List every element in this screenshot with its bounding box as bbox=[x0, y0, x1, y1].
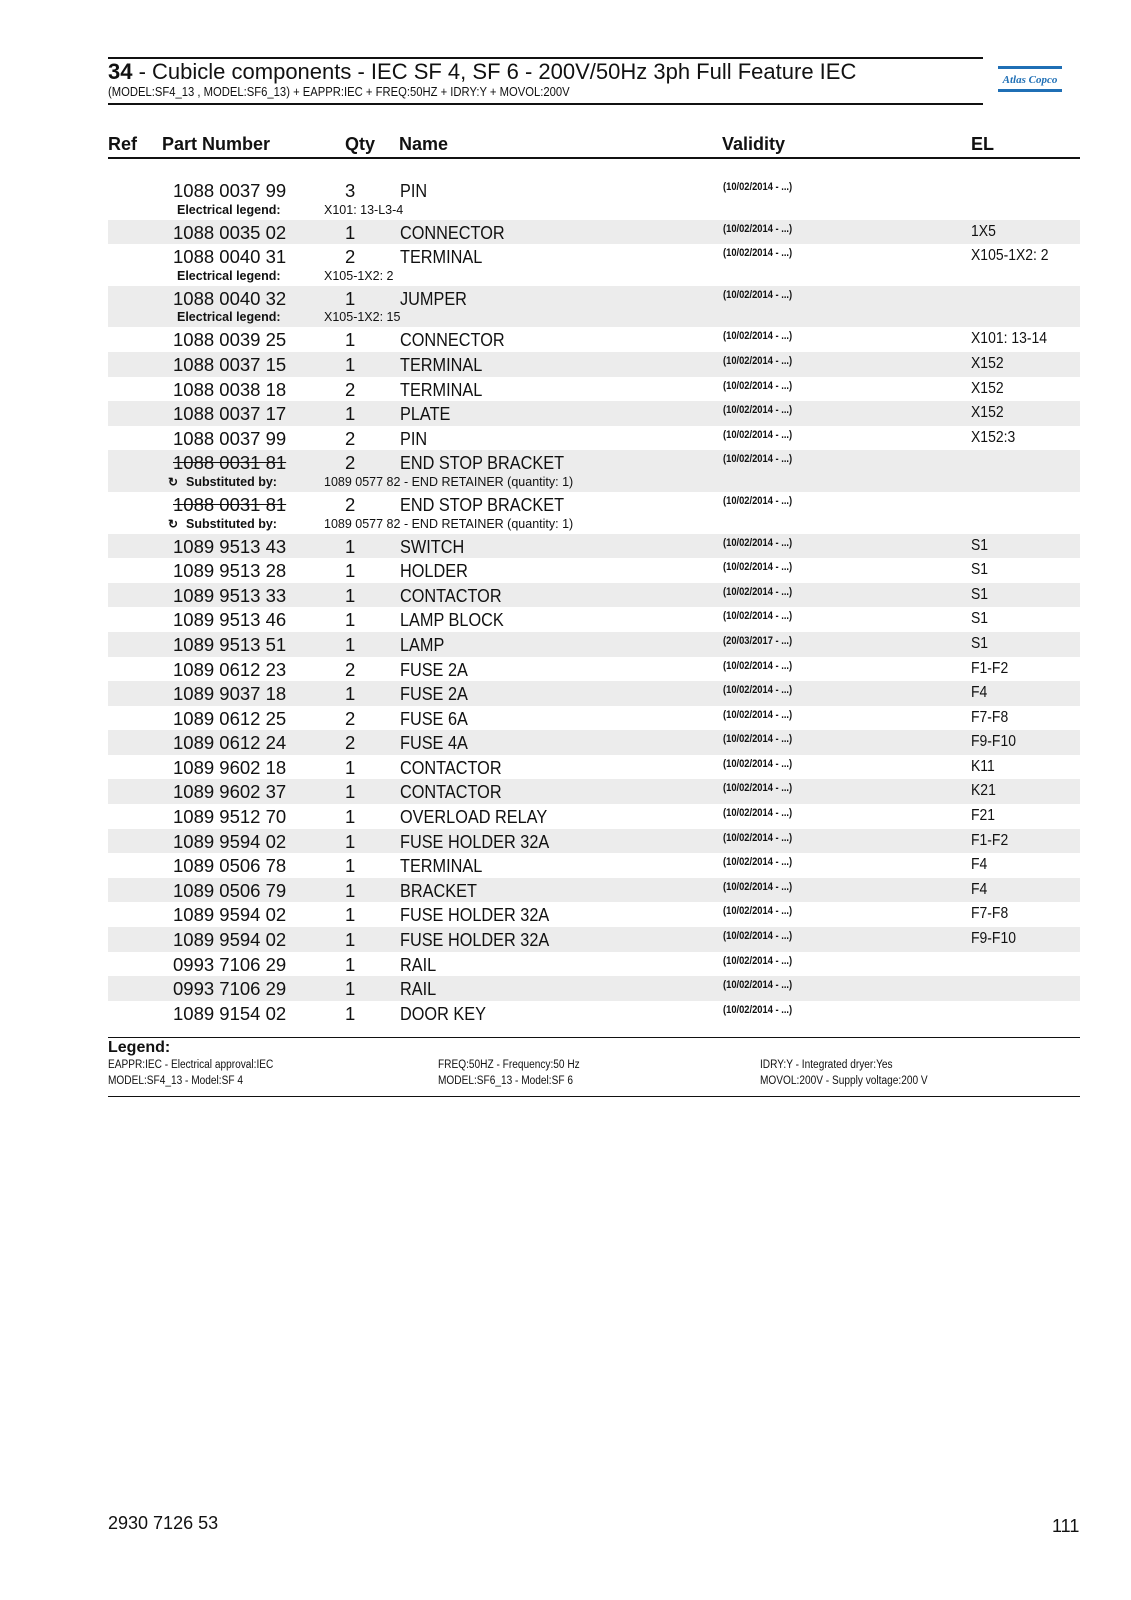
validity: (10/02/2014 - ...) bbox=[723, 585, 793, 598]
part-number: 1089 9602 18 bbox=[173, 756, 287, 778]
quantity: 1 bbox=[345, 830, 356, 852]
part-number: 1089 0612 24 bbox=[173, 732, 287, 754]
part-name: FUSE HOLDER 32A bbox=[400, 904, 550, 926]
row-main bbox=[108, 706, 1080, 731]
part-name: HOLDER bbox=[400, 560, 468, 582]
part-number: 1089 9594 02 bbox=[173, 929, 287, 951]
legend-item: FREQ:50HZ - Frequency:50 Hz bbox=[438, 1059, 580, 1071]
table-row bbox=[108, 681, 1080, 706]
legend-item: MOVOL:200V - Supply voltage:200 V bbox=[760, 1075, 928, 1087]
quantity: 2 bbox=[345, 658, 356, 680]
table-row bbox=[108, 976, 1080, 1001]
row-note bbox=[108, 203, 1080, 220]
part-name: RAIL bbox=[400, 953, 437, 975]
row-main bbox=[108, 286, 1080, 311]
electrical-ref: F4 bbox=[971, 684, 988, 702]
part-number: 1089 9513 51 bbox=[173, 633, 287, 655]
electrical-ref: F9-F10 bbox=[971, 930, 1016, 948]
part-name: END STOP BRACKET bbox=[400, 493, 565, 515]
part-number: 1088 0037 15 bbox=[173, 353, 287, 375]
substitute-icon: ↻ bbox=[168, 474, 179, 489]
table-row bbox=[108, 178, 1080, 220]
part-name: END STOP BRACKET bbox=[400, 452, 565, 474]
table-row bbox=[108, 583, 1080, 608]
part-number: 1088 0037 17 bbox=[173, 403, 287, 425]
table-row bbox=[108, 779, 1080, 804]
part-number: 1088 0031 81 bbox=[173, 452, 287, 474]
validity: (10/02/2014 - ...) bbox=[723, 288, 793, 301]
quantity: 1 bbox=[345, 781, 356, 803]
validity: (10/02/2014 - ...) bbox=[723, 536, 793, 549]
row-note bbox=[108, 310, 1080, 327]
note-text: X105-1X2: 2 bbox=[324, 268, 394, 283]
validity: (10/02/2014 - ...) bbox=[723, 404, 793, 417]
part-name: FUSE 6A bbox=[400, 707, 468, 729]
quantity: 1 bbox=[345, 403, 356, 425]
row-main bbox=[108, 426, 1080, 451]
part-number: 1089 9602 37 bbox=[173, 781, 287, 803]
table-row bbox=[108, 878, 1080, 903]
note-label: Electrical legend: bbox=[177, 202, 281, 217]
col-ref: Ref bbox=[108, 134, 138, 154]
legend-item: MODEL:SF4_13 - Model:SF 4 bbox=[108, 1075, 243, 1087]
electrical-ref: K11 bbox=[971, 757, 995, 775]
row-main bbox=[108, 878, 1080, 903]
document-number: 2930 7126 53 bbox=[108, 1513, 219, 1533]
part-number: 1088 0039 25 bbox=[173, 329, 287, 351]
part-name: SWITCH bbox=[400, 535, 465, 557]
row-main bbox=[108, 534, 1080, 559]
validity: (10/02/2014 - ...) bbox=[723, 494, 793, 507]
part-number: 1088 0035 02 bbox=[173, 221, 287, 243]
atlas-copco-logo bbox=[998, 62, 1062, 96]
quantity: 1 bbox=[345, 221, 356, 243]
part-name: PLATE bbox=[400, 403, 451, 425]
table-header bbox=[108, 131, 1080, 159]
part-name: FUSE 2A bbox=[400, 683, 468, 705]
row-main bbox=[108, 178, 1080, 203]
legend-item: IDRY:Y - Integrated dryer:Yes bbox=[760, 1059, 893, 1071]
quantity: 1 bbox=[345, 904, 356, 926]
part-name: TERMINAL bbox=[400, 855, 483, 877]
table-row bbox=[108, 804, 1080, 829]
part-number: 1089 0612 25 bbox=[173, 707, 287, 729]
row-main bbox=[108, 730, 1080, 755]
part-number: 1089 0612 23 bbox=[173, 658, 287, 680]
quantity: 2 bbox=[345, 707, 356, 729]
validity: (10/02/2014 - ...) bbox=[723, 610, 793, 623]
section-title: - Cubicle components - IEC SF 4, SF 6 - 200V/50Hz 3ph Full Feature IEC bbox=[132, 59, 857, 84]
part-number: 1089 9513 28 bbox=[173, 560, 287, 582]
part-name: CONNECTOR bbox=[400, 221, 505, 243]
part-name: RAIL bbox=[400, 978, 437, 1000]
col-part-number: Part Number bbox=[162, 134, 271, 154]
part-number: 1089 0506 78 bbox=[173, 855, 287, 877]
note-label: Electrical legend: bbox=[177, 310, 281, 325]
row-main bbox=[108, 632, 1080, 657]
part-number: 1089 9513 46 bbox=[173, 609, 287, 631]
validity: (20/03/2017 - ...) bbox=[723, 634, 793, 647]
legend-item: EAPPR:IEC - Electrical approval:IEC bbox=[108, 1059, 274, 1071]
electrical-ref: F21 bbox=[971, 807, 996, 825]
electrical-ref: F4 bbox=[971, 880, 988, 898]
validity: (10/02/2014 - ...) bbox=[723, 757, 793, 770]
table-row bbox=[108, 558, 1080, 583]
electrical-ref: K21 bbox=[971, 782, 996, 800]
electrical-ref: F7-F8 bbox=[971, 708, 1009, 726]
logo-text: Atlas Copco bbox=[1002, 74, 1058, 86]
table-row bbox=[108, 730, 1080, 755]
table-row bbox=[108, 706, 1080, 731]
page-title bbox=[108, 59, 983, 85]
table-row bbox=[108, 632, 1080, 657]
parts-table bbox=[108, 178, 1080, 1025]
section-number: 34 bbox=[108, 59, 133, 84]
table-row bbox=[108, 426, 1080, 451]
legend bbox=[108, 1037, 1080, 1097]
row-main bbox=[108, 681, 1080, 706]
table-row bbox=[108, 286, 1080, 328]
validity: (10/02/2014 - ...) bbox=[723, 807, 793, 820]
row-main bbox=[108, 1001, 1080, 1026]
validity: (10/02/2014 - ...) bbox=[723, 880, 793, 893]
quantity: 2 bbox=[345, 493, 356, 515]
electrical-ref: S1 bbox=[971, 610, 989, 628]
part-name: JUMPER bbox=[400, 287, 467, 309]
table-row bbox=[108, 927, 1080, 952]
quantity: 2 bbox=[345, 732, 356, 754]
row-main bbox=[108, 829, 1080, 854]
validity: (10/02/2014 - ...) bbox=[723, 954, 793, 967]
part-name: LAMP BLOCK bbox=[400, 609, 504, 631]
part-number: 1089 9594 02 bbox=[173, 904, 287, 926]
part-name: OVERLOAD RELAY bbox=[400, 806, 548, 828]
part-name: TERMINAL bbox=[400, 353, 483, 375]
validity: (10/02/2014 - ...) bbox=[723, 905, 793, 918]
row-main bbox=[108, 853, 1080, 878]
substitute-icon: ↻ bbox=[168, 516, 179, 531]
row-main bbox=[108, 352, 1080, 377]
quantity: 1 bbox=[345, 978, 356, 1000]
electrical-ref: S1 bbox=[971, 561, 989, 579]
table-row bbox=[108, 829, 1080, 854]
table-row bbox=[108, 244, 1080, 286]
table-row bbox=[108, 450, 1080, 492]
quantity: 1 bbox=[345, 287, 356, 309]
quantity: 1 bbox=[345, 1002, 356, 1024]
row-main bbox=[108, 927, 1080, 952]
part-number: 1089 9513 33 bbox=[173, 584, 287, 606]
validity: (10/02/2014 - ...) bbox=[723, 930, 793, 943]
part-name: TERMINAL bbox=[400, 246, 483, 268]
quantity: 1 bbox=[345, 535, 356, 557]
part-number: 1089 9594 02 bbox=[173, 830, 287, 852]
quantity: 1 bbox=[345, 329, 356, 351]
quantity: 2 bbox=[345, 452, 356, 474]
table-row bbox=[108, 607, 1080, 632]
electrical-ref: F4 bbox=[971, 856, 988, 874]
electrical-ref: X105-1X2: 2 bbox=[971, 247, 1049, 265]
row-note bbox=[108, 269, 1080, 286]
row-main bbox=[108, 755, 1080, 780]
row-main bbox=[108, 401, 1080, 426]
validity: (10/02/2014 - ...) bbox=[723, 453, 793, 466]
part-number: 1088 0037 99 bbox=[173, 180, 287, 201]
row-main bbox=[108, 804, 1080, 829]
col-name: Name bbox=[399, 134, 449, 154]
table-row bbox=[108, 352, 1080, 377]
electrical-ref: F9-F10 bbox=[971, 733, 1016, 751]
table-row bbox=[108, 1001, 1080, 1026]
part-number: 0993 7106 29 bbox=[173, 953, 287, 975]
page-subtitle: (MODEL:SF4_13 , MODEL:SF6_13) + EAPPR:IEC + FREQ:50HZ + IDRY:Y + MOVOL:200V bbox=[108, 85, 570, 99]
part-name: PIN bbox=[400, 427, 428, 449]
row-main bbox=[108, 952, 1080, 977]
electrical-ref: X152 bbox=[971, 354, 1004, 372]
validity: (10/02/2014 - ...) bbox=[723, 181, 793, 193]
part-name: CONTACTOR bbox=[400, 756, 502, 778]
validity: (10/02/2014 - ...) bbox=[723, 428, 793, 441]
part-name: FUSE HOLDER 32A bbox=[400, 929, 550, 951]
electrical-ref: X101: 13-14 bbox=[971, 330, 1048, 348]
part-name: BRACKET bbox=[400, 879, 477, 901]
row-main bbox=[108, 657, 1080, 682]
part-name: FUSE 4A bbox=[400, 732, 468, 754]
validity: (10/02/2014 - ...) bbox=[723, 222, 793, 235]
col-validity: Validity bbox=[722, 134, 786, 154]
quantity: 1 bbox=[345, 584, 356, 606]
table-row bbox=[108, 401, 1080, 426]
page-number: 111 bbox=[1052, 1516, 1080, 1536]
validity: (10/02/2014 - ...) bbox=[723, 659, 793, 672]
row-main bbox=[108, 558, 1080, 583]
part-number: 1089 0506 79 bbox=[173, 879, 287, 901]
table-row bbox=[108, 853, 1080, 878]
validity: (10/02/2014 - ...) bbox=[723, 856, 793, 869]
part-number: 1088 0037 99 bbox=[173, 427, 287, 449]
quantity: 1 bbox=[345, 560, 356, 582]
electrical-ref: S1 bbox=[971, 585, 989, 603]
electrical-ref: S1 bbox=[971, 634, 989, 652]
part-name: FUSE 2A bbox=[400, 658, 468, 680]
electrical-ref: X152 bbox=[971, 404, 1004, 422]
quantity: 1 bbox=[345, 879, 356, 901]
table-row bbox=[108, 657, 1080, 682]
electrical-ref: 1X5 bbox=[971, 222, 996, 240]
validity: (10/02/2014 - ...) bbox=[723, 708, 793, 721]
table-row bbox=[108, 220, 1080, 245]
table-row bbox=[108, 534, 1080, 559]
row-main bbox=[108, 377, 1080, 402]
legend-grid bbox=[108, 1059, 1080, 1093]
validity: (10/02/2014 - ...) bbox=[723, 684, 793, 697]
quantity: 1 bbox=[345, 806, 356, 828]
quantity: 1 bbox=[345, 756, 356, 778]
row-note bbox=[108, 475, 1080, 492]
part-name: CONTACTOR bbox=[400, 584, 502, 606]
validity: (10/02/2014 - ...) bbox=[723, 733, 793, 746]
page-header bbox=[108, 57, 983, 105]
quantity: 1 bbox=[345, 855, 356, 877]
part-name: LAMP bbox=[400, 633, 445, 655]
electrical-ref: S1 bbox=[971, 536, 989, 554]
note-text: 1089 0577 82 - END RETAINER (quantity: 1) bbox=[324, 474, 574, 489]
part-number: 1089 9513 43 bbox=[173, 535, 287, 557]
row-main bbox=[108, 244, 1080, 269]
part-number: 1088 0040 32 bbox=[173, 287, 287, 309]
part-name: CONTACTOR bbox=[400, 781, 502, 803]
part-name: FUSE HOLDER 32A bbox=[400, 830, 550, 852]
part-number: 1088 0031 81 bbox=[173, 493, 287, 515]
quantity: 2 bbox=[345, 246, 356, 268]
note-label: Electrical legend: bbox=[177, 268, 281, 283]
note-label: Substituted by: bbox=[186, 516, 277, 531]
part-name: DOOR KEY bbox=[400, 1002, 486, 1024]
legend-item: MODEL:SF6_13 - Model:SF 6 bbox=[438, 1075, 573, 1087]
row-main bbox=[108, 583, 1080, 608]
part-number: 1088 0040 31 bbox=[173, 246, 287, 268]
note-text: X101: 13-L3-4 bbox=[324, 202, 404, 217]
quantity: 2 bbox=[345, 427, 356, 449]
col-el: EL bbox=[971, 134, 995, 154]
note-text: X105-1X2: 15 bbox=[324, 310, 401, 325]
part-name: CONNECTOR bbox=[400, 329, 505, 351]
electrical-ref: F1-F2 bbox=[971, 659, 1009, 677]
quantity: 1 bbox=[345, 953, 356, 975]
part-number: 1088 0038 18 bbox=[173, 378, 287, 400]
quantity: 1 bbox=[345, 353, 356, 375]
table-row bbox=[108, 327, 1080, 352]
validity: (10/02/2014 - ...) bbox=[723, 247, 793, 260]
table-row bbox=[108, 902, 1080, 927]
validity: (10/02/2014 - ...) bbox=[723, 354, 793, 367]
legend-title: Legend: bbox=[108, 1039, 171, 1056]
table-row bbox=[108, 377, 1080, 402]
part-name: PIN bbox=[400, 180, 428, 201]
row-main bbox=[108, 492, 1080, 517]
quantity: 1 bbox=[345, 683, 356, 705]
part-number: 1089 9154 02 bbox=[173, 1002, 287, 1024]
note-label: Substituted by: bbox=[186, 474, 277, 489]
part-number: 0993 7106 29 bbox=[173, 978, 287, 1000]
row-main bbox=[108, 902, 1080, 927]
electrical-ref: X152:3 bbox=[971, 428, 1016, 446]
quantity: 1 bbox=[345, 929, 356, 951]
validity: (10/02/2014 - ...) bbox=[723, 831, 793, 844]
validity: (10/02/2014 - ...) bbox=[723, 782, 793, 795]
row-main bbox=[108, 976, 1080, 1001]
row-note bbox=[108, 517, 1080, 534]
electrical-ref: F1-F2 bbox=[971, 831, 1009, 849]
note-text: 1089 0577 82 - END RETAINER (quantity: 1) bbox=[324, 516, 574, 531]
quantity: 2 bbox=[345, 378, 356, 400]
electrical-ref: F7-F8 bbox=[971, 905, 1009, 923]
table-row bbox=[108, 492, 1080, 534]
row-main bbox=[108, 220, 1080, 245]
table-row bbox=[108, 755, 1080, 780]
table-row bbox=[108, 952, 1080, 977]
row-main bbox=[108, 327, 1080, 352]
validity: (10/02/2014 - ...) bbox=[723, 979, 793, 992]
quantity: 3 bbox=[345, 180, 356, 201]
validity: (10/02/2014 - ...) bbox=[723, 379, 793, 392]
header-divider bbox=[108, 103, 983, 105]
part-number: 1089 9512 70 bbox=[173, 806, 287, 828]
validity: (10/02/2014 - ...) bbox=[723, 1003, 793, 1016]
electrical-ref: X152 bbox=[971, 379, 1004, 397]
row-main bbox=[108, 779, 1080, 804]
quantity: 1 bbox=[345, 633, 356, 655]
quantity: 1 bbox=[345, 609, 356, 631]
part-number: 1089 9037 18 bbox=[173, 683, 287, 705]
row-main bbox=[108, 450, 1080, 475]
validity: (10/02/2014 - ...) bbox=[723, 561, 793, 574]
col-qty: Qty bbox=[345, 134, 376, 154]
row-main bbox=[108, 607, 1080, 632]
validity: (10/02/2014 - ...) bbox=[723, 330, 793, 343]
part-name: TERMINAL bbox=[400, 378, 483, 400]
